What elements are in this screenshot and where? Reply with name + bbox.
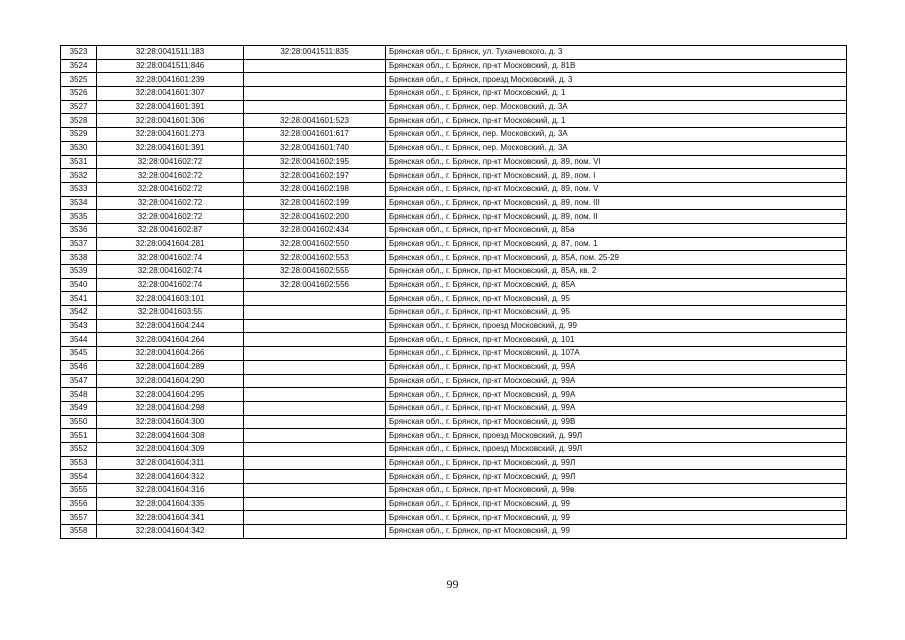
linked-cadastral-number-cell bbox=[244, 374, 386, 388]
linked-cadastral-number-cell bbox=[244, 401, 386, 415]
linked-cadastral-number-cell bbox=[244, 429, 386, 443]
table-row bbox=[61, 169, 847, 183]
row-number-cell: 3547 bbox=[61, 374, 97, 388]
row-number-cell: 3523 bbox=[61, 46, 97, 60]
table-row bbox=[61, 525, 847, 539]
table-row bbox=[61, 456, 847, 470]
address-cell: Брянская обл., г. Брянск, пр-кт Московский, д. 99В bbox=[386, 415, 847, 429]
table-row bbox=[61, 497, 847, 511]
address-cell: Брянская обл., г. Брянск, пр-кт Московский, д. 85А bbox=[386, 278, 847, 292]
address-cell: Брянская обл., г. Брянск, проезд Московский, д. 99 bbox=[386, 319, 847, 333]
table-row bbox=[61, 388, 847, 402]
linked-cadastral-number-cell bbox=[244, 59, 386, 73]
table-row bbox=[61, 333, 847, 347]
address-cell: Брянская обл., г. Брянск, пр-кт Московский, д. 95 bbox=[386, 292, 847, 306]
table-row bbox=[61, 182, 847, 196]
linked-cadastral-number-cell: 32:28:0041511:835 bbox=[244, 46, 386, 60]
linked-cadastral-number-cell bbox=[244, 442, 386, 456]
cadastral-number-cell: 32:28:0041602:72 bbox=[97, 210, 244, 224]
cadastral-number-cell: 32:28:0041604:266 bbox=[97, 347, 244, 361]
address-cell: Брянская обл., г. Брянск, пр-кт Московский, д. 85а bbox=[386, 223, 847, 237]
row-number-cell: 3528 bbox=[61, 114, 97, 128]
row-number-cell: 3553 bbox=[61, 456, 97, 470]
linked-cadastral-number-cell: 32:28:0041602:200 bbox=[244, 210, 386, 224]
linked-cadastral-number-cell: 32:28:0041602:198 bbox=[244, 182, 386, 196]
linked-cadastral-number-cell bbox=[244, 347, 386, 361]
cadastral-number-cell: 32:28:0041602:74 bbox=[97, 278, 244, 292]
table-row bbox=[61, 73, 847, 87]
row-number-cell: 3556 bbox=[61, 497, 97, 511]
row-number-cell: 3544 bbox=[61, 333, 97, 347]
cadastral-number-cell: 32:28:0041602:87 bbox=[97, 223, 244, 237]
linked-cadastral-number-cell bbox=[244, 511, 386, 525]
cadastral-number-cell: 32:28:0041603:55 bbox=[97, 306, 244, 320]
cadastral-number-cell: 32:28:0041602:72 bbox=[97, 196, 244, 210]
table-row bbox=[61, 442, 847, 456]
address-cell: Брянская обл., г. Брянск, пр-кт Московский, д. 99А bbox=[386, 388, 847, 402]
address-cell: Брянская обл., г. Брянск, пр-кт Московский, д. 87, пом. 1 bbox=[386, 237, 847, 251]
cadastral-number-cell: 32:28:0041601:273 bbox=[97, 128, 244, 142]
address-cell: Брянская обл., г. Брянск, пр-кт Московский, д. 89, пом. I bbox=[386, 169, 847, 183]
linked-cadastral-number-cell: 32:28:0041602:434 bbox=[244, 223, 386, 237]
table-row bbox=[61, 251, 847, 265]
row-number-cell: 3524 bbox=[61, 59, 97, 73]
linked-cadastral-number-cell bbox=[244, 87, 386, 101]
address-cell: Брянская обл., г. Брянск, пр-кт Московский, д. 99 bbox=[386, 525, 847, 539]
row-number-cell: 3543 bbox=[61, 319, 97, 333]
address-cell: Брянская обл., г. Брянск, пр-кт Московский, д. 107А bbox=[386, 347, 847, 361]
linked-cadastral-number-cell bbox=[244, 415, 386, 429]
row-number-cell: 3526 bbox=[61, 87, 97, 101]
row-number-cell: 3527 bbox=[61, 100, 97, 114]
cadastral-number-cell: 32:28:0041603:101 bbox=[97, 292, 244, 306]
row-number-cell: 3539 bbox=[61, 265, 97, 279]
table-row bbox=[61, 347, 847, 361]
address-cell: Брянская обл., г. Брянск, пр-кт Московский, д. 89, пом. II bbox=[386, 210, 847, 224]
table-row bbox=[61, 196, 847, 210]
address-cell: Брянская обл., г. Брянск, пр-кт Московский, д. 89, пом. III bbox=[386, 196, 847, 210]
row-number-cell: 3554 bbox=[61, 470, 97, 484]
cadastral-number-cell: 32:28:0041604:341 bbox=[97, 511, 244, 525]
cadastral-number-cell: 32:28:0041601:391 bbox=[97, 141, 244, 155]
linked-cadastral-number-cell bbox=[244, 470, 386, 484]
cadastral-number-cell: 32:28:0041602:74 bbox=[97, 265, 244, 279]
address-cell: Брянская обл., г. Брянск, пр-кт Московский, д. 99А bbox=[386, 374, 847, 388]
address-cell: Брянская обл., г. Брянск, пр-кт Московский, д. 1 bbox=[386, 114, 847, 128]
cadastral-number-cell: 32:28:0041602:72 bbox=[97, 155, 244, 169]
table-row bbox=[61, 278, 847, 292]
linked-cadastral-number-cell: 32:28:0041602:199 bbox=[244, 196, 386, 210]
row-number-cell: 3532 bbox=[61, 169, 97, 183]
table-row bbox=[61, 415, 847, 429]
cadastral-number-cell: 32:28:0041604:309 bbox=[97, 442, 244, 456]
cadastral-number-cell: 32:28:0041604:281 bbox=[97, 237, 244, 251]
row-number-cell: 3537 bbox=[61, 237, 97, 251]
table-row bbox=[61, 59, 847, 73]
cadastral-number-cell: 32:28:0041602:72 bbox=[97, 182, 244, 196]
linked-cadastral-number-cell: 32:28:0041602:553 bbox=[244, 251, 386, 265]
linked-cadastral-number-cell bbox=[244, 484, 386, 498]
address-cell: Брянская обл., г. Брянск, пр-кт Московский, д. 95 bbox=[386, 306, 847, 320]
row-number-cell: 3541 bbox=[61, 292, 97, 306]
cadastral-number-cell: 32:28:0041604:289 bbox=[97, 360, 244, 374]
linked-cadastral-number-cell bbox=[244, 525, 386, 539]
table-row bbox=[61, 87, 847, 101]
cadastral-number-cell: 32:28:0041601:306 bbox=[97, 114, 244, 128]
address-cell: Брянская обл., г. Брянск, пр-кт Московский, д. 99 bbox=[386, 511, 847, 525]
row-number-cell: 3551 bbox=[61, 429, 97, 443]
linked-cadastral-number-cell: 32:28:0041601:617 bbox=[244, 128, 386, 142]
linked-cadastral-number-cell: 32:28:0041602:195 bbox=[244, 155, 386, 169]
table-row bbox=[61, 265, 847, 279]
address-cell: Брянская обл., г. Брянск, проезд Московский, д. 99Л bbox=[386, 442, 847, 456]
address-cell: Брянская обл., г. Брянск, пр-кт Московский, д. 89, пом. V bbox=[386, 182, 847, 196]
table-row bbox=[61, 223, 847, 237]
cadastral-number-cell: 32:28:0041604:311 bbox=[97, 456, 244, 470]
row-number-cell: 3549 bbox=[61, 401, 97, 415]
address-cell: Брянская обл., г. Брянск, проезд Московский, д. 99Л bbox=[386, 429, 847, 443]
cadastral-number-cell: 32:28:0041601:391 bbox=[97, 100, 244, 114]
cadastral-number-cell: 32:28:0041604:264 bbox=[97, 333, 244, 347]
linked-cadastral-number-cell bbox=[244, 456, 386, 470]
table-row bbox=[61, 210, 847, 224]
row-number-cell: 3533 bbox=[61, 182, 97, 196]
row-number-cell: 3550 bbox=[61, 415, 97, 429]
row-number-cell: 3525 bbox=[61, 73, 97, 87]
table-row bbox=[61, 374, 847, 388]
table-row bbox=[61, 128, 847, 142]
cadastral-number-cell: 32:28:0041602:72 bbox=[97, 169, 244, 183]
linked-cadastral-number-cell bbox=[244, 388, 386, 402]
address-cell: Брянская обл., г. Брянск, пер. Московский, д. 3А bbox=[386, 128, 847, 142]
address-cell: Брянская обл., г. Брянск, пр-кт Московский, д. 85А, кв. 2 bbox=[386, 265, 847, 279]
address-cell: Брянская обл., г. Брянск, пр-кт Московский, д. 101 bbox=[386, 333, 847, 347]
linked-cadastral-number-cell bbox=[244, 333, 386, 347]
table-row bbox=[61, 237, 847, 251]
cadastral-number-cell: 32:28:0041604:244 bbox=[97, 319, 244, 333]
address-cell: Брянская обл., г. Брянск, пр-кт Московский, д. 99А bbox=[386, 360, 847, 374]
row-number-cell: 3542 bbox=[61, 306, 97, 320]
linked-cadastral-number-cell bbox=[244, 100, 386, 114]
page-number: 99 bbox=[446, 577, 459, 591]
cadastral-number-cell: 32:28:0041604:316 bbox=[97, 484, 244, 498]
cadastral-number-cell: 32:28:0041511:846 bbox=[97, 59, 244, 73]
row-number-cell: 3538 bbox=[61, 251, 97, 265]
linked-cadastral-number-cell bbox=[244, 360, 386, 374]
address-cell: Брянская обл., г. Брянск, пр-кт Московский, д. 99в bbox=[386, 484, 847, 498]
address-cell: Брянская обл., г. Брянск, пер. Московский, д. 3А bbox=[386, 141, 847, 155]
row-number-cell: 3540 bbox=[61, 278, 97, 292]
row-number-cell: 3530 bbox=[61, 141, 97, 155]
registry-table bbox=[60, 45, 847, 539]
table-row bbox=[61, 360, 847, 374]
table-row bbox=[61, 155, 847, 169]
address-cell: Брянская обл., г. Брянск, пр-кт Московский, д. 99 bbox=[386, 497, 847, 511]
cadastral-number-cell: 32:28:0041604:312 bbox=[97, 470, 244, 484]
address-cell: Брянская обл., г. Брянск, пер. Московский, д. 3А bbox=[386, 100, 847, 114]
cadastral-number-cell: 32:28:0041511:183 bbox=[97, 46, 244, 60]
address-cell: Брянская обл., г. Брянск, пр-кт Московский, д. 99Л bbox=[386, 456, 847, 470]
cadastral-number-cell: 32:28:0041601:239 bbox=[97, 73, 244, 87]
cadastral-number-cell: 32:28:0041604:298 bbox=[97, 401, 244, 415]
row-number-cell: 3558 bbox=[61, 525, 97, 539]
table-row bbox=[61, 46, 847, 60]
table-row bbox=[61, 306, 847, 320]
table-row bbox=[61, 401, 847, 415]
row-number-cell: 3557 bbox=[61, 511, 97, 525]
linked-cadastral-number-cell: 32:28:0041602:556 bbox=[244, 278, 386, 292]
table-row bbox=[61, 319, 847, 333]
linked-cadastral-number-cell: 32:28:0041602:197 bbox=[244, 169, 386, 183]
linked-cadastral-number-cell bbox=[244, 73, 386, 87]
address-cell: Брянская обл., г. Брянск, ул. Тухачевского, д. 3 bbox=[386, 46, 847, 60]
linked-cadastral-number-cell: 32:28:0041602:555 bbox=[244, 265, 386, 279]
cadastral-number-cell: 32:28:0041604:342 bbox=[97, 525, 244, 539]
table-row bbox=[61, 470, 847, 484]
address-cell: Брянская обл., г. Брянск, пр-кт Московский, д. 99А bbox=[386, 401, 847, 415]
linked-cadastral-number-cell: 32:28:0041602:550 bbox=[244, 237, 386, 251]
cadastral-number-cell: 32:28:0041604:300 bbox=[97, 415, 244, 429]
table-row bbox=[61, 511, 847, 525]
table-row bbox=[61, 484, 847, 498]
row-number-cell: 3531 bbox=[61, 155, 97, 169]
address-cell: Брянская обл., г. Брянск, пр-кт Московский, д. 81В bbox=[386, 59, 847, 73]
table-row bbox=[61, 100, 847, 114]
linked-cadastral-number-cell bbox=[244, 292, 386, 306]
row-number-cell: 3552 bbox=[61, 442, 97, 456]
cadastral-number-cell: 32:28:0041604:295 bbox=[97, 388, 244, 402]
linked-cadastral-number-cell bbox=[244, 497, 386, 511]
table-row bbox=[61, 429, 847, 443]
cadastral-number-cell: 32:28:0041601:307 bbox=[97, 87, 244, 101]
table-row bbox=[61, 141, 847, 155]
cadastral-number-cell: 32:28:0041604:308 bbox=[97, 429, 244, 443]
table-row bbox=[61, 292, 847, 306]
linked-cadastral-number-cell bbox=[244, 306, 386, 320]
cadastral-number-cell: 32:28:0041602:74 bbox=[97, 251, 244, 265]
row-number-cell: 3546 bbox=[61, 360, 97, 374]
address-cell: Брянская обл., г. Брянск, пр-кт Московский, д. 99Л bbox=[386, 470, 847, 484]
linked-cadastral-number-cell: 32:28:0041601:740 bbox=[244, 141, 386, 155]
cadastral-number-cell: 32:28:0041604:335 bbox=[97, 497, 244, 511]
row-number-cell: 3529 bbox=[61, 128, 97, 142]
table-row bbox=[61, 114, 847, 128]
row-number-cell: 3534 bbox=[61, 196, 97, 210]
address-cell: Брянская обл., г. Брянск, пр-кт Московский, д. 85А, пом. 25-29 bbox=[386, 251, 847, 265]
address-cell: Брянская обл., г. Брянск, пр-кт Московский, д. 89, пом. VI bbox=[386, 155, 847, 169]
row-number-cell: 3536 bbox=[61, 223, 97, 237]
registry-table-body bbox=[61, 46, 847, 539]
row-number-cell: 3535 bbox=[61, 210, 97, 224]
linked-cadastral-number-cell bbox=[244, 319, 386, 333]
address-cell: Брянская обл., г. Брянск, пр-кт Московский, д. 1 bbox=[386, 87, 847, 101]
row-number-cell: 3555 bbox=[61, 484, 97, 498]
row-number-cell: 3545 bbox=[61, 347, 97, 361]
row-number-cell: 3548 bbox=[61, 388, 97, 402]
linked-cadastral-number-cell: 32:28:0041601:523 bbox=[244, 114, 386, 128]
address-cell: Брянская обл., г. Брянск, проезд Московский, д. 3 bbox=[386, 73, 847, 87]
cadastral-number-cell: 32:28:0041604:290 bbox=[97, 374, 244, 388]
